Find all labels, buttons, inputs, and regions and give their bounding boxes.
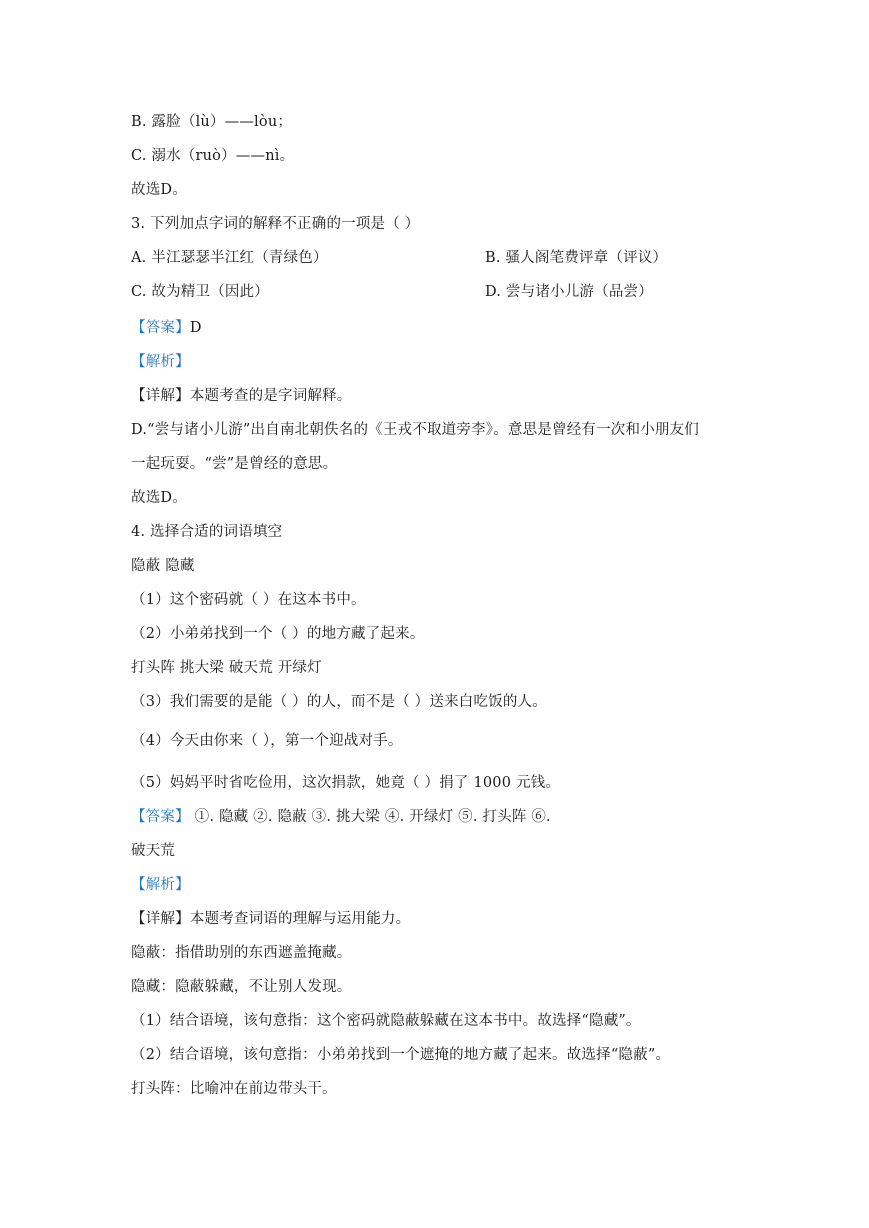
analysis-tag-4: 【解析】 (131, 877, 190, 893)
explain-datouzhen: 打头阵：比喻冲在前边带头干。 (131, 1081, 337, 1097)
choice-line: 故选D。 (131, 182, 187, 198)
sentence-1: （1）这个密码就（ ）在这本书中。 (131, 592, 366, 608)
option-b-line: B. 露脸（lù）——lòu； (131, 114, 293, 130)
q3-option-a: A. 半江瑟瑟半江红（青绿色） (131, 250, 328, 266)
answer-4-continued: 破天荒 (131, 843, 176, 859)
word-bank-1: 隐蔽 隐藏 (131, 558, 195, 574)
answer-4 (131, 807, 551, 827)
answer-3-value: D (189, 320, 202, 336)
analysis-tag-3: 【解析】 (131, 354, 190, 370)
answer-3 (131, 318, 202, 338)
explain-sentence-2: （2）结合语境，该句意指：小弟弟找到一个遮掩的地方藏了起来。故选择“隐蔽”。 (131, 1047, 671, 1063)
detail-4 (131, 909, 410, 929)
q3-row-1 (131, 248, 328, 268)
option-c-line: C. 溺水（ruò）——nì。 (131, 148, 295, 164)
sentence-5: （5）妈妈平时省吃俭用，这次捐款，她竟（ ）捐了 1000 元钱。 (131, 775, 561, 791)
question-4: 4. 选择合适的词语填空 (131, 524, 283, 540)
explain-yincang: 隐藏：隐蔽躲藏，不让别人发现。 (131, 979, 352, 995)
explain-yinbi: 隐蔽：指借助别的东西遮盖掩藏。 (131, 945, 352, 961)
choice-line-2: 故选D。 (131, 490, 187, 506)
detail-3-text: 本题考查的是字词解释。 (189, 388, 352, 404)
detail-tag: 【详解】 (131, 388, 190, 404)
explain-sentence-1: （1）结合语境，该句意指：这个密码就隐蔽躲藏在这本书中。故选择“隐藏”。 (131, 1013, 641, 1029)
q3-option-b: B. 骚人阁笔费评章（评议） (485, 250, 668, 266)
detail-3 (131, 386, 352, 406)
sentence-3: （3）我们需要的是能（ ）的人，而不是（ ）送来白吃饭的人。 (131, 694, 547, 710)
q3-option-d: D. 尝与诸小儿游（品尝） (485, 284, 653, 300)
word-bank-2: 打头阵 挑大梁 破天荒 开绿灯 (131, 660, 322, 676)
sentence-2: （2）小弟弟找到一个（ ）的地方藏了起来。 (131, 626, 425, 642)
question-3: 3. 下列加点字词的解释不正确的一项是（ ） (131, 216, 420, 232)
detail-4-text: 本题考查词语的理解与运用能力。 (189, 911, 411, 927)
detail-3-d-line2: 一起玩耍。“尝”是曾经的意思。 (131, 456, 338, 472)
detail-3-d-line1: D.“尝与诸小儿游”出自南北朝佚名的《王戎不取道旁李》。意思是曾经有一次和小朋友们 (131, 422, 699, 438)
sentence-4: （4）今天由你来（ ），第一个迎战对手。 (131, 733, 403, 749)
answer-tag: 【答案】 (131, 320, 190, 336)
detail-tag-4: 【详解】 (131, 911, 190, 927)
answer-4-values: ①. 隐藏 ②. 隐蔽 ③. 挑大梁 ④. 开绿灯 ⑤. 打头阵 ⑥. (189, 809, 551, 825)
answer-tag-4: 【答案】 (131, 809, 190, 825)
q3-option-c: C. 故为精卫（因此） (131, 284, 269, 300)
